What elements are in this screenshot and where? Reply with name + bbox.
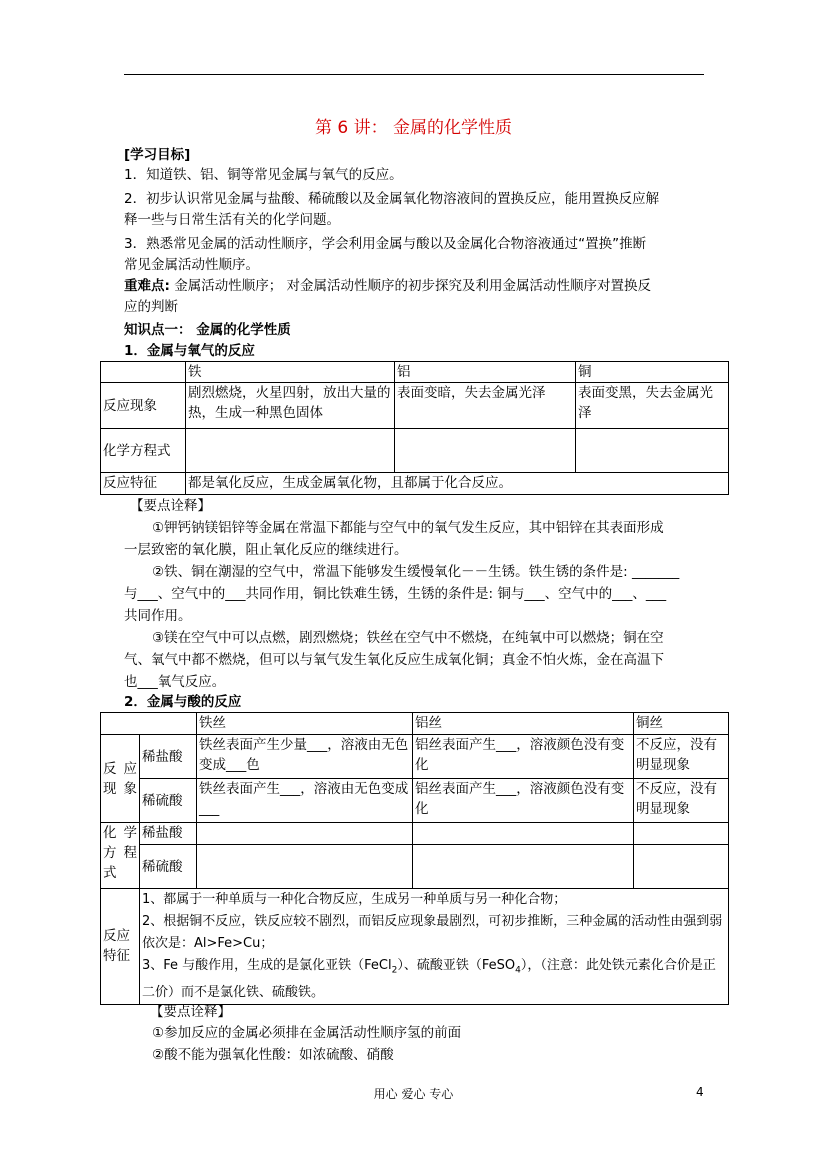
- row-label-phenomenon: 反应现象: [101, 383, 186, 429]
- section-1-heading: 1．金属与氧气的反应: [124, 343, 255, 359]
- note-2-heading: 【要点诠释】: [150, 1004, 231, 1020]
- acid-hcl: 稀盐酸: [140, 735, 197, 779]
- copper-phenomenon: 表面变黑，失去金属光泽: [576, 383, 729, 429]
- header-iron-wire: 铁丝: [197, 713, 413, 735]
- goal-1: 1．知道铁、铝、铜等常见金属与氧气的反应。: [124, 167, 403, 183]
- aluminum-phenomenon: 表面变暗，失去金属光泽: [395, 383, 576, 429]
- key-points-text: 金属活动性顺序； 对金属活动性顺序的初步探究及利用金属活动性顺序对置换反: [169, 278, 651, 294]
- subscript-2: 2: [391, 965, 398, 976]
- key-points-line-1: [124, 276, 651, 296]
- note-2-p2: ②酸不能为强氧化性酸：如浓硫酸、硝酸: [152, 1047, 394, 1063]
- acid-reaction-table: [100, 712, 729, 1005]
- header-iron: 铁: [186, 362, 395, 383]
- row-label-phenomenon: 反 应现象: [101, 735, 140, 823]
- feature-3-part-a: 3、Fe 与酸作用，生成的是氯化亚铁（FeCl: [142, 958, 392, 973]
- note-1-p2-line-2: 与___、空气中的___共同作用，铜比铁难生锈，生锈的条件是: 铜与___、空气中的___、___: [124, 586, 667, 602]
- goal-3-line-2: 常见金属活动性顺序。: [124, 257, 259, 273]
- note-1-heading: 【要点诠释】: [130, 498, 211, 514]
- goals-heading: [学习目标]: [124, 147, 191, 163]
- header-empty: [101, 713, 197, 735]
- iron-equation: [186, 429, 395, 473]
- header-aluminum: 铝: [395, 362, 576, 383]
- iron-hcl-equation: [197, 823, 413, 845]
- note-1-p3-line-1: ③镁在空气中可以点燃，剧烈燃烧；铁丝在空气中不燃烧，在纯氧中可以燃烧；铜在空: [152, 630, 664, 646]
- page-footer: 用心 爱心 专心: [373, 1087, 454, 1101]
- page-number: 4: [696, 1085, 704, 1099]
- goal-2-line-2: 释一些与日常生活有关的化学问题。: [124, 212, 340, 228]
- aluminum-equation: [395, 429, 576, 473]
- note-1-p3-line-2: 气、氧气中都不燃烧，但可以与氧气发生氧化反应生成氧化铜；真金不怕火炼，金在高温下: [124, 652, 664, 668]
- row-label-feature: 反应特征: [101, 889, 140, 1005]
- note-1-p1-line-2: 一层致密的氧化膜，阻止氧化反应的继续进行。: [124, 542, 408, 558]
- oxygen-reaction-table: [100, 361, 729, 495]
- aluminum-h2so4-equation: [413, 845, 634, 889]
- feature-3: [142, 955, 726, 1004]
- aluminum-hcl-equation: [413, 823, 634, 845]
- copper-equation: [576, 429, 729, 473]
- row-label-equation: 化 学方 程式: [101, 823, 140, 889]
- iron-hcl: 铁丝表面产生少量___，溶液由无色变成___色: [197, 735, 413, 779]
- copper-hcl-equation: [634, 823, 729, 845]
- note-1-p2-line-3: 共同作用。: [124, 608, 192, 624]
- acid-h2so4-equation-label: 稀硫酸: [140, 845, 197, 889]
- header-rule: [124, 74, 704, 75]
- feature-3-part-b: ）、硫酸亚铁（FeSO: [397, 958, 516, 973]
- key-points-line-2: 应的判断: [124, 299, 178, 315]
- key-points-label: 重难点:: [124, 278, 170, 294]
- reaction-feature: 都是氧化反应，生成金属氧化物，且都属于化合反应。: [186, 473, 729, 495]
- iron-h2so4: 铁丝表面产生___，溶液由无色变成___: [197, 779, 413, 823]
- section-2-heading: 2．金属与酸的反应: [124, 694, 242, 710]
- header-copper-wire: 铜丝: [634, 713, 729, 735]
- copper-hcl: 不反应，没有明显现象: [634, 735, 729, 779]
- header-aluminum-wire: 铝丝: [413, 713, 634, 735]
- header-copper: 铜: [576, 362, 729, 383]
- note-1-p2-line-1: ②铁、铜在潮湿的空气中，常温下能够发生缓慢氧化－－生锈。铁生锈的条件是: _______: [152, 564, 680, 580]
- page-title: 第 6 讲： 金属的化学性质: [314, 118, 513, 138]
- feature-2: 2、根据铜不反应，铁反应较不剧烈，而铝反应现象最剧烈，可初步推断，三种金属的活动性由强到弱依次是：Al>Fe>Cu；: [142, 914, 723, 951]
- row-label-feature: 反应特征: [101, 473, 186, 495]
- iron-h2so4-equation: [197, 845, 413, 889]
- goal-2-line-1: 2．初步认识常见金属与盐酸、稀硫酸以及金属氧化物溶液间的置换反应，能用置换反应解: [124, 191, 660, 207]
- note-2-p1: ①参加反应的金属必须排在金属活动性顺序氢的前面: [152, 1025, 462, 1041]
- acid-h2so4: 稀硫酸: [140, 779, 197, 823]
- reaction-features: [140, 889, 729, 1005]
- aluminum-hcl: 铝丝表面产生___，溶液颜色没有变化: [413, 735, 634, 779]
- goal-3-line-1: 3．熟悉常见金属的活动性顺序，学会利用金属与酸以及金属化合物溶液通过“置换”推断: [124, 236, 647, 252]
- aluminum-h2so4: 铝丝表面产生___，溶液颜色没有变化: [413, 779, 634, 823]
- knowledge-point-1: 知识点一： 金属的化学性质: [124, 322, 291, 338]
- row-label-equation: 化学方程式: [101, 429, 186, 473]
- feature-1: 1、都属于一种单质与一种化合物反应，生成另一种单质与另一种化合物；: [142, 892, 567, 907]
- note-1-p1-line-1: ①钾钙钠镁铝锌等金属在常温下都能与空气中的氧气发生反应，其中铝锌在其表面形成: [152, 520, 664, 536]
- header-empty: [101, 362, 186, 383]
- copper-h2so4: 不反应，没有明显现象: [634, 779, 729, 823]
- feature-3-part-c: ），（注意：此处铁元素化合价是正二价）而不是氯化铁、硫酸铁。: [142, 958, 716, 1000]
- iron-phenomenon: 剧烈燃烧，火星四射，放出大量的热，生成一种黑色固体: [186, 383, 395, 429]
- note-1-p3-line-3: 也___氧气反应。: [124, 674, 226, 690]
- copper-h2so4-equation: [634, 845, 729, 889]
- acid-hcl-equation-label: 稀盐酸: [140, 823, 197, 845]
- subscript-4: 4: [515, 965, 521, 976]
